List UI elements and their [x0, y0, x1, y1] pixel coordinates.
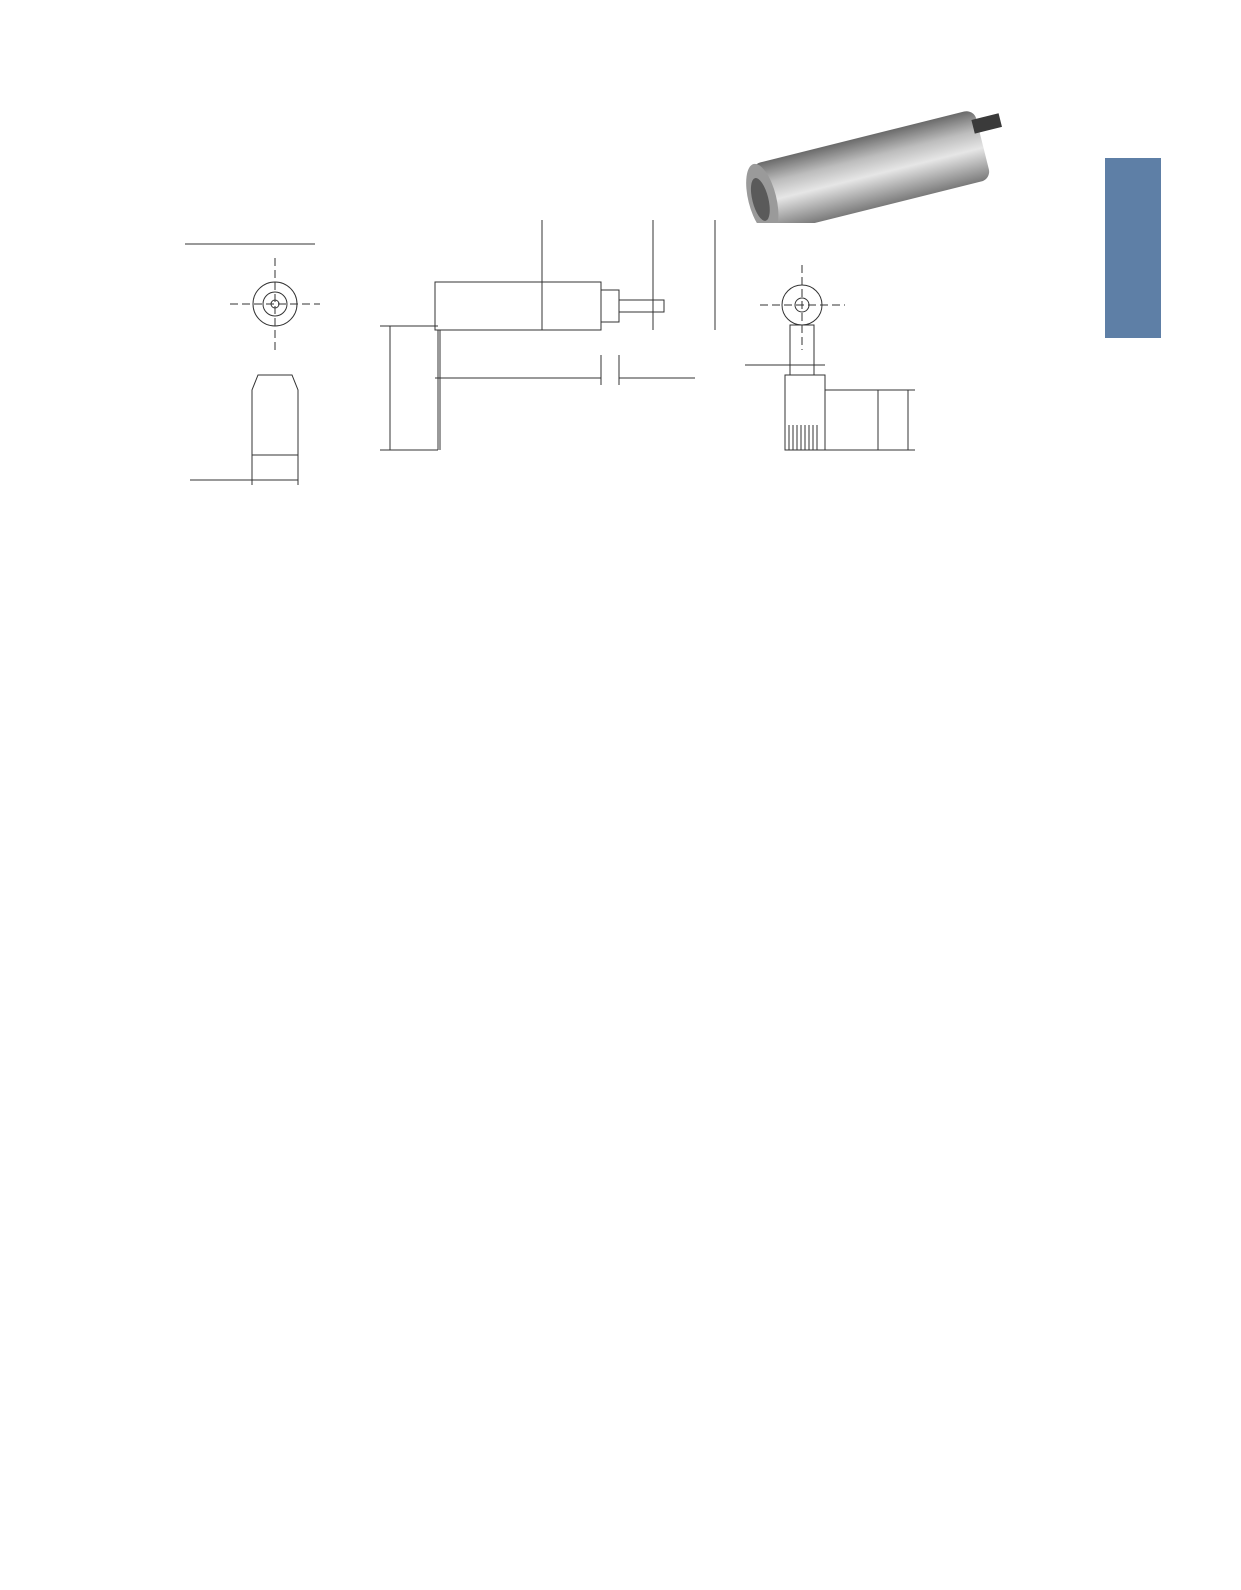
technical-drawing: [170, 200, 930, 500]
side-label-bar: [1105, 158, 1161, 338]
characteristics-chart: [640, 1160, 1150, 1484]
chart-svg: [640, 1160, 1150, 1480]
